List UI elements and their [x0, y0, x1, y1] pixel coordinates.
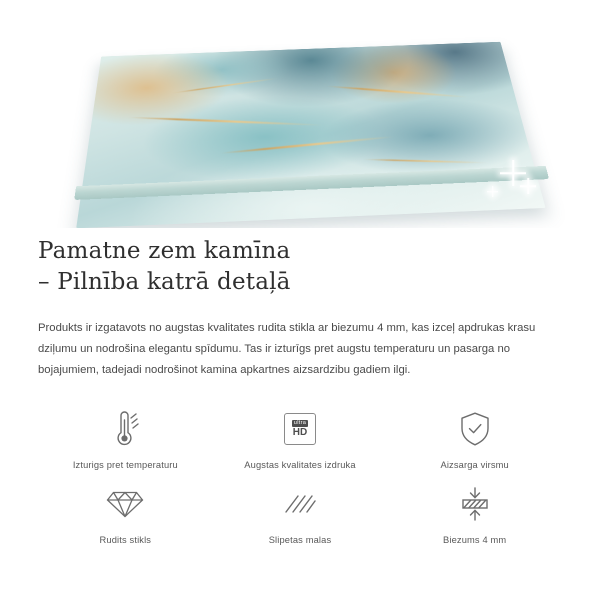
feature-label: Rudits stikls	[99, 535, 152, 545]
feature-label: Slipetas malas	[268, 535, 332, 545]
headline-line-2: – Pilnība katrā detaļā	[38, 269, 291, 295]
feature-label: Biezums 4 mm	[443, 535, 507, 545]
gold-vein	[326, 85, 468, 98]
feature-item-thickness	[387, 482, 562, 545]
page-title	[38, 236, 562, 298]
feature-label: Augstas kvalitates izdruka	[244, 460, 356, 470]
feature-item-temperature	[38, 407, 213, 470]
ultra-hd-icon	[284, 407, 316, 451]
content-area	[0, 236, 600, 545]
description-text: Produkts ir izgatavots no augstas kvalitates rudita stikla ar biezumu 4 mm, kas izceļ apdrukas krasu dziļumu un nodrošina elegantu spīdumu. Tas ir izturīgs pret augstu temperaturu un pasarga no bojajumiem, tadejadi nodrošinot kamina apkartnes aizsardzibu gadiem ilgi.	[38, 322, 536, 376]
feature-item-polished-edges	[213, 482, 388, 545]
diamond-icon	[106, 482, 144, 526]
thermometer-icon	[108, 407, 142, 451]
gold-vein	[172, 77, 279, 93]
feature-item-surface-protection	[387, 407, 562, 470]
glass-panel-image	[76, 42, 545, 228]
feature-grid	[38, 407, 562, 545]
thickness-icon	[457, 482, 493, 526]
hd-text: HD	[292, 427, 308, 439]
feature-label: Aizsarga virsmu	[440, 460, 509, 470]
shield-check-icon	[459, 407, 491, 451]
polished-edges-icon	[282, 482, 318, 526]
gold-vein	[220, 136, 395, 154]
feature-item-tempered-glass	[38, 482, 213, 545]
marble-artwork	[76, 42, 545, 228]
hero-image	[0, 0, 600, 228]
gold-vein	[363, 158, 488, 163]
feature-item-print-quality	[213, 407, 388, 470]
headline-line-1: Pamatne zem kamīna	[38, 238, 291, 264]
feature-label: Izturigs pret temperaturu	[72, 460, 178, 470]
gold-vein	[127, 116, 324, 126]
ultra-text: ultra	[293, 419, 307, 426]
